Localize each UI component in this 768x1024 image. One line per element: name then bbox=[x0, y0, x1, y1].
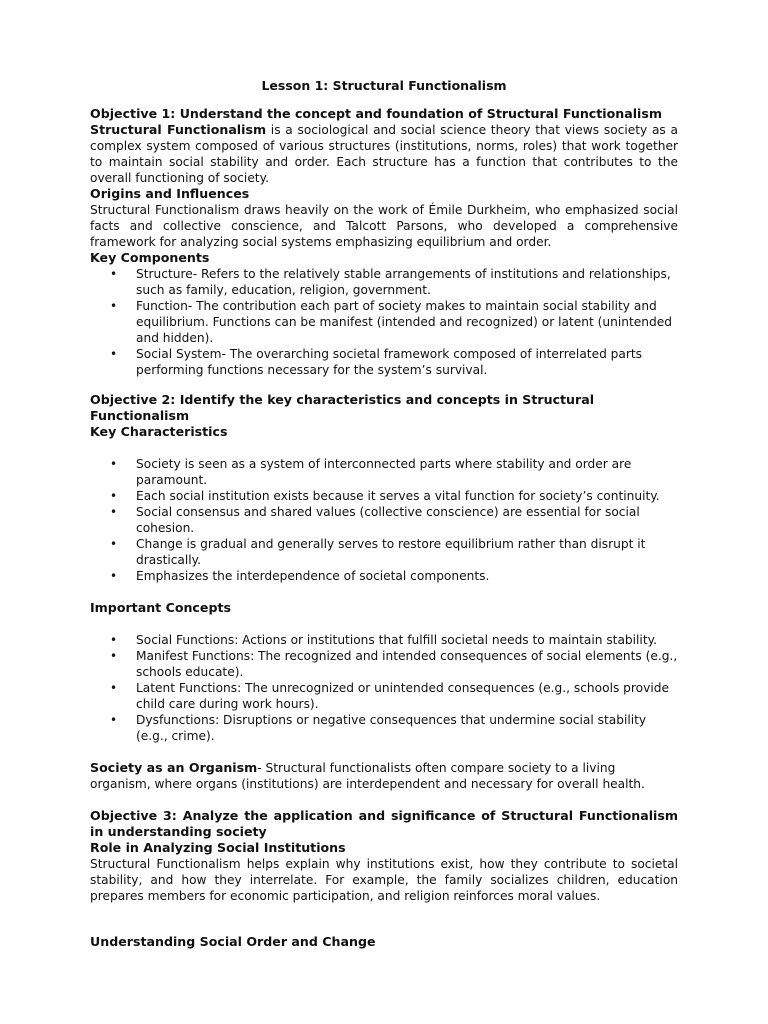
objective-1-intro bbox=[90, 122, 678, 186]
list-item: • Each social institution exists because it serves a vital function for society’s continuity. bbox=[110, 489, 660, 503]
bullet-icon: • bbox=[110, 649, 118, 663]
key-components-heading: Key Components bbox=[90, 250, 210, 265]
list-item: • Social Functions: Actions or institutions that fulfill societal needs to maintain stability. bbox=[110, 633, 657, 647]
bullet-icon: • bbox=[110, 505, 118, 519]
list-item: • Society is seen as a system of interconnected parts where stability and order are paramount. bbox=[110, 457, 632, 487]
bullet-icon: • bbox=[110, 489, 118, 503]
list-item: • Manifest Functions: The recognized and intended consequences of social elements (e.g., schools educate). bbox=[110, 649, 678, 679]
list-item: • Emphasizes the interdependence of societal components. bbox=[110, 569, 490, 583]
intro-term: Structural Functionalism bbox=[90, 122, 267, 137]
bullet-icon: • bbox=[110, 299, 118, 313]
key-characteristics-heading: Key Characteristics bbox=[90, 424, 228, 439]
origins-heading: Origins and Influences bbox=[90, 186, 250, 201]
bullet-icon: • bbox=[110, 267, 118, 281]
bullet-icon: • bbox=[110, 347, 118, 361]
document-page bbox=[90, 78, 678, 950]
list-item: • Dysfunctions: Disruptions or negative consequences that undermine social stability (e.g., crime). bbox=[110, 713, 647, 743]
objective-2-heading: Objective 2: Identify the key characteristics and concepts in Structural Functionalism bbox=[90, 392, 595, 423]
key-characteristics-list bbox=[90, 456, 678, 584]
key-components-list bbox=[90, 266, 678, 378]
role-paragraph: Structural Functionalism helps explain why institutions exist, how they contribute to societal stability, and how they interrelate. For example, the family socializes children, education prepares members for economic participation, and religion reinforces moral values. bbox=[90, 857, 678, 903]
document-title: Lesson 1: Structural Functionalism bbox=[261, 78, 507, 93]
list-item: • Social System- The overarching societal framework composed of interrelated parts performing functions necessary for the system’s survival. bbox=[110, 347, 643, 377]
important-concepts-list bbox=[90, 632, 678, 744]
organism-paragraph bbox=[90, 760, 678, 792]
origins-paragraph: Structural Functionalism draws heavily on the work of Émile Durkheim, who emphasized social facts and collective conscience, and Talcott Parsons, who developed a comprehensive framework for analyzing social systems emphasizing equilibrium and order. bbox=[90, 203, 678, 249]
bullet-icon: • bbox=[110, 569, 118, 583]
objective-3-heading: Objective 3: Analyze the application and significance of Structural Functionalism in understanding society bbox=[90, 808, 678, 839]
social-order-heading: Understanding Social Order and Change bbox=[90, 934, 376, 949]
bullet-icon: • bbox=[110, 457, 118, 471]
bullet-icon: • bbox=[110, 633, 118, 647]
role-heading: Role in Analyzing Social Institutions bbox=[90, 840, 346, 855]
important-concepts-heading: Important Concepts bbox=[90, 600, 231, 615]
list-item: • Latent Functions: The unrecognized or unintended consequences (e.g., schools provide child care during work hours). bbox=[110, 681, 669, 711]
bullet-icon: • bbox=[110, 713, 118, 727]
list-item: • Change is gradual and generally serves to restore equilibrium rather than disrupt it drastically. bbox=[110, 537, 646, 567]
organism-text: - Structural functionalists often compare society to a living organism, where organs (institutions) are interdependent and necessary for overall health. bbox=[90, 761, 645, 791]
list-item: • Structure- Refers to the relatively stable arrangements of institutions and relationships, such as family, education, religion, government. bbox=[110, 267, 671, 297]
intro-text: is a sociological and social science theory that views society as a complex system composed of various structures (institutions, norms, roles) that work together to maintain social stability and order. Each structure has a function that contributes to the overall functioning of society. bbox=[90, 123, 678, 185]
bullet-icon: • bbox=[110, 537, 118, 551]
list-item: • Function- The contribution each part of society makes to maintain social stability and equilibrium. Functions can be manifest (intended and recognized) or latent (unintended and hidden). bbox=[110, 299, 672, 345]
organism-term: Society as an Organism bbox=[90, 760, 258, 775]
objective-1-heading: Objective 1: Understand the concept and foundation of Structural Functionalism bbox=[90, 106, 662, 121]
bullet-icon: • bbox=[110, 681, 118, 695]
list-item: • Social consensus and shared values (collective conscience) are essential for social cohesion. bbox=[110, 505, 640, 535]
